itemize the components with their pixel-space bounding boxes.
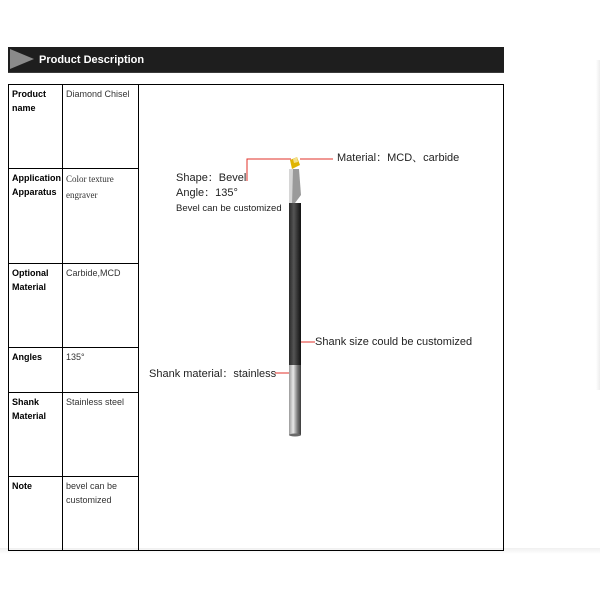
- row-value-note: bevel can be customized: [63, 477, 139, 551]
- section-title: Product Description: [39, 54, 145, 66]
- row-label-optional-material: Optional Material: [9, 264, 63, 348]
- angle-callout: Angle：135°: [176, 187, 238, 199]
- section-header: [8, 47, 504, 73]
- row-value-angles: 135°: [63, 348, 139, 393]
- row-value-optional-material: Carbide,MCD: [63, 264, 139, 348]
- table-row: [9, 85, 504, 169]
- coated-shank: [289, 203, 301, 365]
- shape-callout: Shape：Bevel: [176, 172, 247, 184]
- row-value-shank-material: Stainless steel: [63, 393, 139, 477]
- shank-size-callout: Shank size could be customized: [315, 336, 473, 348]
- row-label-angles: Angles: [9, 348, 63, 393]
- product-image-cell: [139, 85, 504, 551]
- page-right-edge: [596, 60, 600, 390]
- row-label-product-name: Product name: [9, 85, 63, 169]
- row-value-product-name: Diamond Chisel: [63, 85, 139, 169]
- arrow-icon: [10, 49, 34, 69]
- row-value-application-apparatus: Color texture engraver: [63, 169, 139, 264]
- diamond-chisel-illustration: [139, 85, 491, 549]
- row-label-application-apparatus: Application Apparatus: [9, 169, 63, 264]
- bevel-note-callout: Bevel can be customized: [176, 203, 282, 214]
- silver-shank: [289, 365, 301, 435]
- shape-callout-line: [247, 159, 291, 181]
- page-bottom-fade: [0, 548, 600, 600]
- shank-end: [289, 434, 301, 437]
- row-label-note: Note: [9, 477, 63, 551]
- row-label-shank-material: Shank Material: [9, 393, 63, 477]
- product-description-table: [8, 84, 504, 551]
- shank-material-callout: Shank material：stainless: [149, 368, 277, 380]
- material-callout: Material：MCD、carbide: [337, 152, 460, 164]
- tool-body: [289, 157, 301, 437]
